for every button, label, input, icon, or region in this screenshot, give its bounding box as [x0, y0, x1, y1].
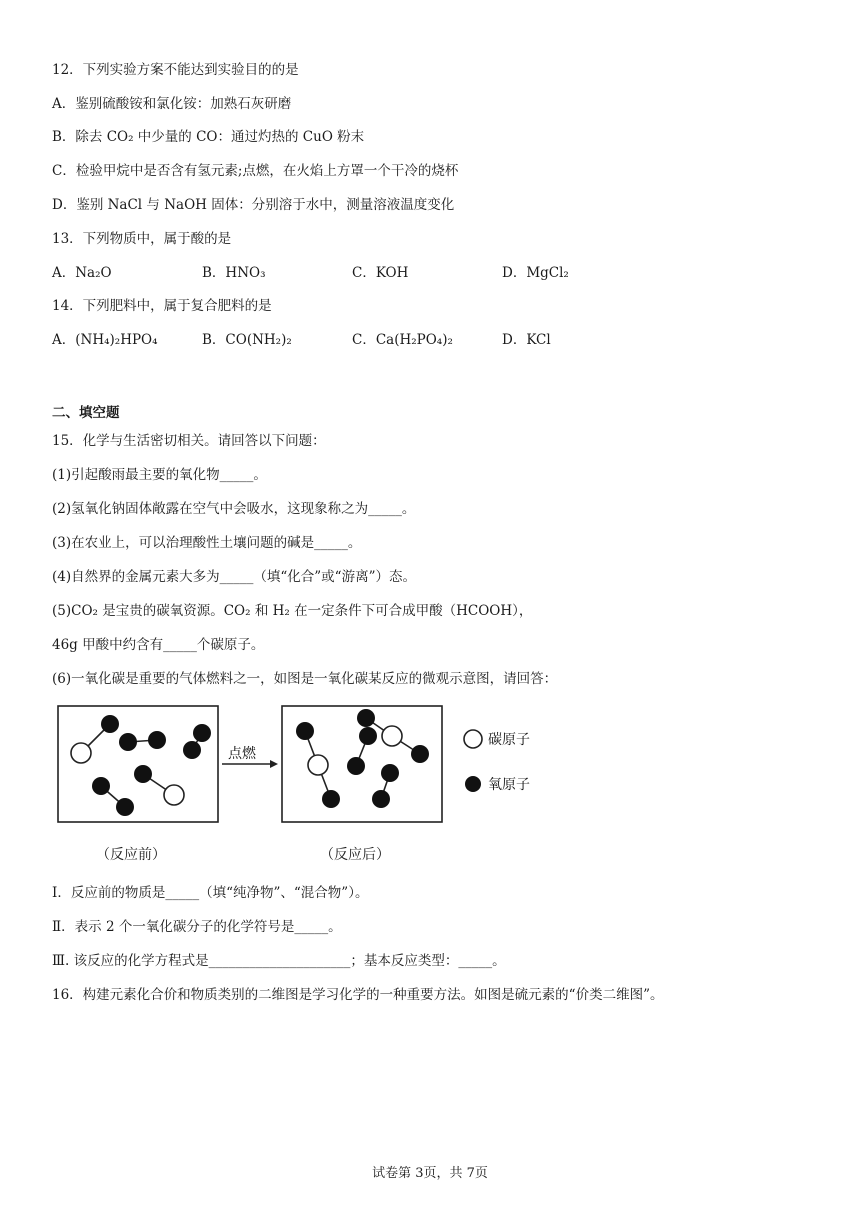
q12-option-b: B．除去 CO₂ 中少量的 CO：通过灼热的 CuO 粉末 [52, 129, 365, 145]
carbon-atom [308, 755, 328, 775]
q13-option-a: A．Na₂O [52, 265, 112, 281]
legend-oxygen-label: 氧原子 [488, 777, 530, 793]
legend-carbon-icon [464, 730, 482, 748]
q13-option-b: B．HNO₃ [202, 265, 266, 281]
carbon-atom [382, 726, 402, 746]
q12-option-c: C．检验甲烷中是否含有氢元素;点燃，在火焰上方罩一个干冷的烧杯 [52, 163, 459, 179]
arrow-label: 点燃 [228, 746, 256, 762]
carbon-atom [164, 785, 184, 805]
oxygen-atom [183, 741, 201, 759]
legend-carbon-label: 碳原子 [488, 732, 530, 748]
oxygen-atom [148, 731, 166, 749]
q15-part-6: (6)一氧化碳是重要的气体燃料之一，如图是一氧化碳某反应的微观示意图，请回答： [52, 671, 558, 687]
q15-sub-i: Ⅰ．反应前的物质是_____（填“纯净物”、“混合物”）。 [52, 885, 369, 901]
oxygen-atom [193, 724, 211, 742]
oxygen-atom [372, 790, 390, 808]
q14-option-d: D．KCl [502, 332, 551, 348]
q12-stem: 12．下列实验方案不能达到实验目的的是 [52, 62, 299, 78]
q15-sub-ii: Ⅱ．表示 2 个一氧化碳分子的化学符号是_____。 [52, 919, 342, 935]
carbon-atom [71, 743, 91, 763]
q12-option-a: A．鉴别硫酸铵和氯化铵：加熟石灰研磨 [52, 96, 292, 112]
oxygen-atom [101, 715, 119, 733]
page-footer: 试卷第 3页，共 7页 [372, 1166, 488, 1181]
oxygen-atom [296, 722, 314, 740]
q14-stem: 14．下列肥料中，属于复合肥料的是 [52, 298, 272, 314]
q14-option-a: A．(NH₄)₂HPO₄ [52, 332, 158, 348]
q15-part-3: (3)在农业上，可以治理酸性土壤问题的碱是_____。 [52, 535, 362, 551]
q12-option-d: D．鉴别 NaCl 与 NaOH 固体：分别溶于水中，测量溶液温度变化 [52, 197, 455, 213]
q13-option-c: C．KOH [352, 265, 409, 281]
q15-part-5b: 46g 甲酸中约含有_____个碳原子。 [52, 637, 265, 653]
reaction-diagram [52, 698, 572, 868]
q15-part-1: (1)引起酸雨最主要的氧化物_____。 [52, 467, 267, 483]
q14-option-b: B．CO(NH₂)₂ [202, 332, 292, 348]
oxygen-atom [134, 765, 152, 783]
caption-after: （反应后） [320, 847, 390, 863]
oxygen-atom [357, 709, 375, 727]
q15-part-2: (2)氢氧化钠固体敞露在空气中会吸水，这现象称之为_____。 [52, 501, 416, 517]
q15-part-4: (4)自然界的金属元素大多为_____（填“化合”或“游离”）态。 [52, 569, 416, 585]
q13-option-d: D．MgCl₂ [502, 265, 569, 281]
q15-stem: 15．化学与生活密切相关。请回答以下问题： [52, 433, 326, 449]
q16-stem: 16．构建元素化合价和物质类别的二维图是学习化学的一种重要方法。如图是硫元素的“价类二维图”。 [52, 987, 664, 1003]
q14-option-c: C．Ca(H₂PO₄)₂ [352, 332, 453, 348]
oxygen-atom [381, 764, 399, 782]
q15-sub-iii: Ⅲ. 该反应的化学方程式是_____________________；基本反应类型：_____。 [52, 953, 506, 969]
oxygen-atom [347, 757, 365, 775]
oxygen-atom [359, 727, 377, 745]
q15-part-5a: (5)CO₂ 是宝贵的碳氧资源。CO₂ 和 H₂ 在一定条件下可合成甲酸（HCOOH）， [52, 603, 533, 619]
oxygen-atom [92, 777, 110, 795]
q13-stem: 13．下列物质中，属于酸的是 [52, 231, 232, 247]
legend-oxygen-icon [465, 776, 481, 792]
before-box [58, 706, 218, 822]
oxygen-atom [411, 745, 429, 763]
section-title: 二、填空题 [52, 405, 120, 421]
caption-before: （反应前） [96, 847, 166, 863]
oxygen-atom [119, 733, 137, 751]
oxygen-atom [116, 798, 134, 816]
oxygen-atom [322, 790, 340, 808]
